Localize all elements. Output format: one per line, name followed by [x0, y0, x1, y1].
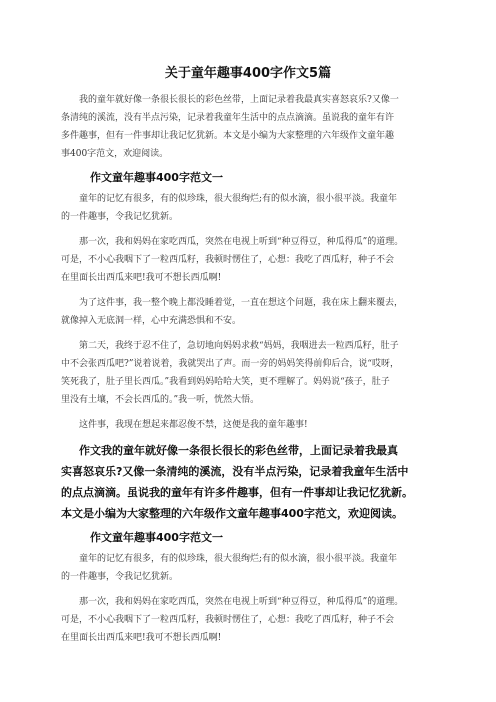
body-line: 的一件趣事，令我记忆犹新。 [61, 212, 179, 222]
body-line: 第二天，我终于忍不住了，急切地向妈妈求救“妈妈，我咽进去一粒西瓜籽，肚子 [79, 341, 399, 351]
body-line: 这件事，我现在想起来都忍俊不禁，这便是我的童年趣事! [79, 420, 308, 430]
body-line: 在里面长出西瓜来吧!我可不想长西瓜啊! [61, 633, 222, 643]
bold-summary-line: 实喜怒哀乐?又像一条清纯的溪流，没有半点污染，记录着我童年生活中 [61, 465, 409, 478]
body-line: 笑死我了，肚子里长西瓜。”我看到妈妈哈哈大笑，更不理解了。妈妈说“孩子，肚子 [61, 377, 390, 387]
body-line: 童年的记忆有很多，有的似珍珠，很大很绚烂;有的似水滴，很小很平淡。我童年 [79, 554, 398, 564]
body-line: 童年的记忆有很多，有的似珍珠，很大很绚烂;有的似水滴，很小很平淡。我童年 [79, 194, 398, 204]
body-line: 在里面长出西瓜来吧!我可不想长西瓜啊! [61, 273, 222, 283]
body-line: 里没有土壤，不会长西瓜的。”我一听，恍然大悟。 [61, 395, 260, 405]
body-line: 可是，不小心我咽下了一粒西瓜籽，我顿时愣住了，心想：我吃了西瓜籽，种子不会 [61, 255, 395, 265]
page-title: 关于童年趣事400字作文5篇 [164, 66, 332, 81]
bold-summary-line: 作文我的童年就好像一条很长很长的彩色丝带，上面记录着我最真 [79, 444, 398, 457]
section-heading: 作文童年趣事400字范文一 [90, 171, 223, 184]
body-line: 为了这件事，我一整个晚上都没睡着觉，一直在想这个问题，我在床上翻来覆去， [79, 298, 404, 308]
body-line: 就像掉入无底洞一样，心中充满恐惧和不安。 [61, 316, 242, 326]
intro-line: 事400字范文，欢迎阅读。 [61, 149, 169, 159]
body-line: 中不会张西瓜吧?”说着说着，我就哭出了声。而一旁的妈妈笑得前仰后合，说“哎呀， [61, 359, 400, 369]
bold-summary-line: 本文是小编为大家整理的六年级作文童年趣事400字范文，欢迎阅读。 [61, 507, 403, 520]
body-line: 那一次，我和妈妈在家吃西瓜，突然在电视上听到“种豆得豆，种瓜得瓜”的道理。 [79, 237, 404, 247]
body-line: 的一件趣事，令我记忆犹新。 [61, 572, 179, 582]
intro-line: 多件趣事，但有一件事却让我记忆犹新。本文是小编为大家整理的六年级作文童年趣 [61, 131, 395, 141]
section-heading: 作文童年趣事400字范文一 [90, 531, 223, 544]
intro-line: 我的童年就好像一条很长很长的彩色丝带，上面记录着我最真实喜怒哀乐?又像一 [79, 95, 399, 105]
body-line: 可是，不小心我咽下了一粒西瓜籽，我顿时愣住了，心想：我吃了西瓜籽，种子不会 [61, 615, 395, 625]
bold-summary-line: 的点点滴滴。虽说我的童年有许多件趣事，但有一件事却让我记忆犹新。 [61, 486, 413, 499]
intro-line: 条清纯的溪流，没有半点污染，记录着我童年生活中的点点滴滴。虽说我的童年有许 [61, 113, 395, 123]
body-line: 那一次，我和妈妈在家吃西瓜，突然在电视上听到“种豆得豆，种瓜得瓜”的道理。 [79, 597, 404, 607]
